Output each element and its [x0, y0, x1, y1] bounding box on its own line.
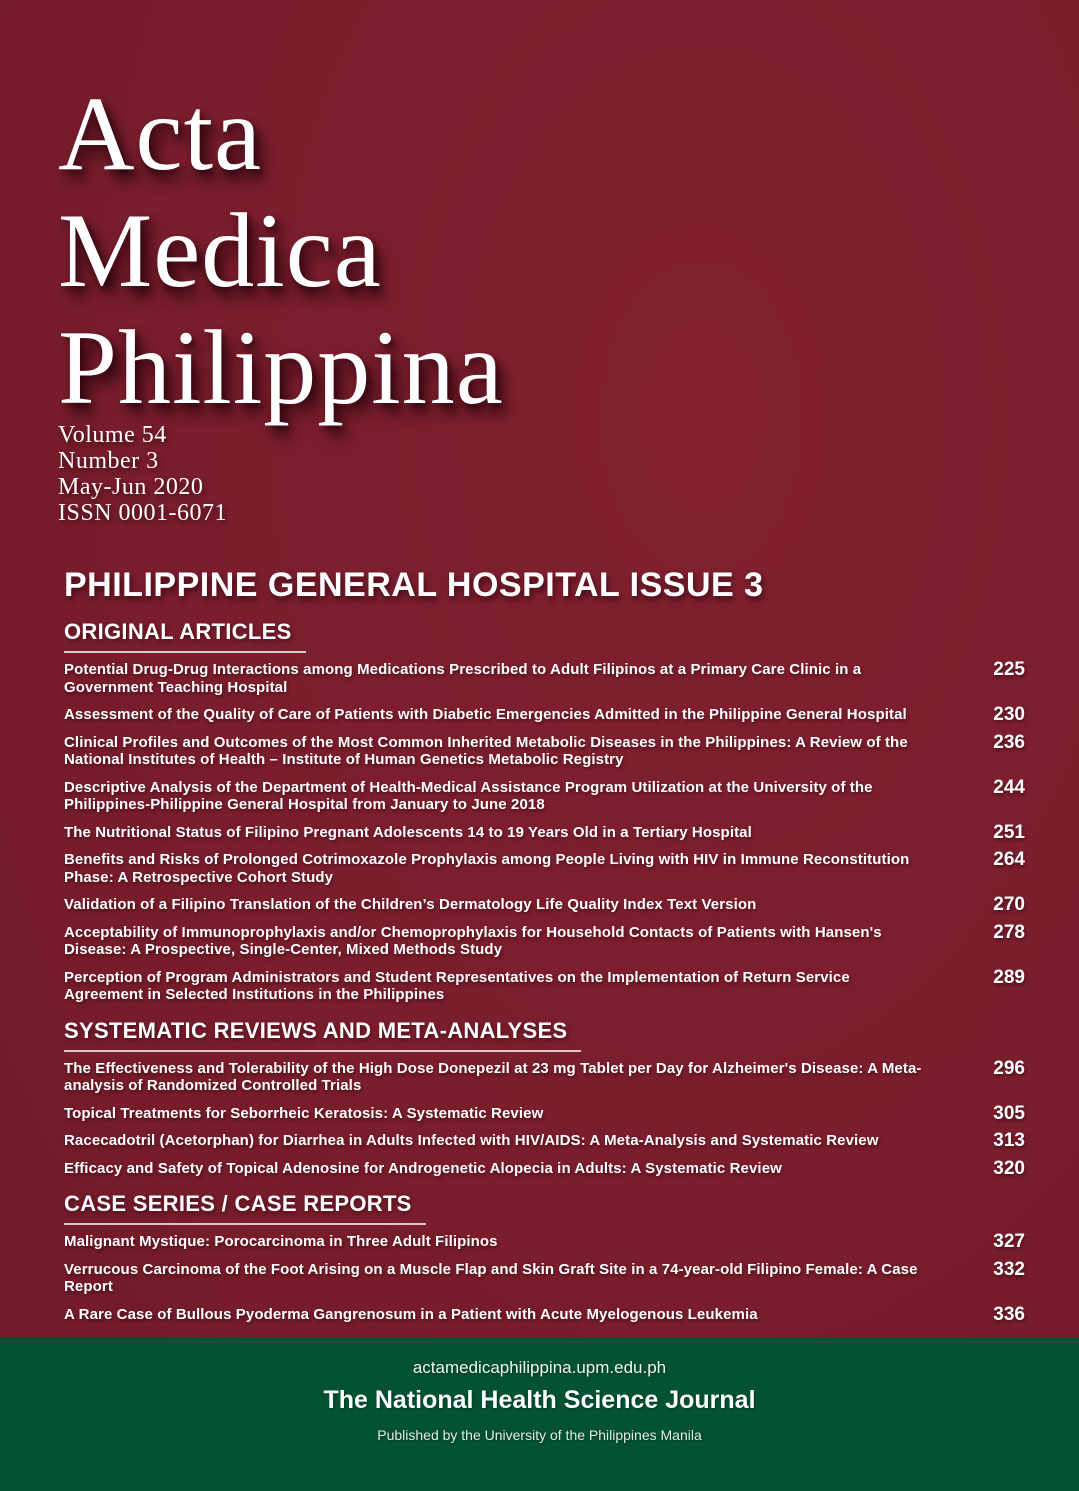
table-of-contents — [64, 619, 1025, 1323]
page-number: 313 — [993, 1130, 1025, 1151]
article-title: Validation of a Filipino Translation of the Children’s Dermatology Life Quality Index Text Version — [64, 896, 757, 913]
page-number: 336 — [993, 1303, 1025, 1325]
toc-entry — [64, 1102, 1025, 1124]
volume-info — [58, 422, 1079, 526]
page-number: 264 — [993, 849, 1025, 870]
toc-section — [64, 1191, 1025, 1323]
section-heading-text: CASE SERIES / CASE REPORTS — [64, 1191, 426, 1225]
journal-title-line-2: Medica — [58, 192, 382, 309]
section-entries — [64, 1233, 1025, 1323]
number-label: Number 3 — [58, 448, 159, 474]
article-title: The Effectiveness and Tolerability of the High Dose Donepezil at 23 mg Tablet per Day for Alzheimer's Disease: A Meta-analysis of Randomized Controlled Trials — [64, 1059, 922, 1094]
page-number: 278 — [993, 921, 1025, 943]
section-heading-text: SYSTEMATIC REVIEWS AND META-ANALYSES — [64, 1018, 581, 1052]
volume-label: Volume 54 — [58, 422, 167, 448]
toc-entry — [64, 1233, 1025, 1251]
journal-title — [58, 75, 1079, 426]
page-number: 320 — [993, 1157, 1025, 1179]
toc-entry — [64, 1258, 1025, 1296]
section-entries — [64, 661, 1025, 1004]
section-heading — [64, 1018, 1025, 1052]
page-number: 236 — [993, 731, 1025, 753]
issn-label: ISSN 0001-6071 — [58, 500, 228, 526]
toc-section — [64, 619, 1025, 1004]
toc-entry — [64, 821, 1025, 843]
article-title: Clinical Profiles and Outcomes of the Most Common Inherited Metabolic Diseases in the Philippines: A Review of the National Institutes of Health – Institute of Human Genetics Metabolic Registry — [64, 733, 908, 768]
article-title: Descriptive Analysis of the Department of Health-Medical Assistance Program Utilization at the University of the Philippines-Philippine General Hospital from January to June 2018 — [64, 778, 873, 813]
article-title: The Nutritional Status of Filipino Pregnant Adolescents 14 to 19 Years Old in a Tertiary Hospital — [64, 823, 752, 841]
article-title: Perception of Program Administrators and Student Representatives on the Implementation of Return Service Agreement in Selected Institutions in the Philippines — [64, 968, 850, 1003]
toc-entry — [64, 706, 1025, 724]
toc-entry — [64, 1057, 1025, 1095]
journal-title-line-1: Acta — [58, 75, 263, 192]
toc-entry — [64, 776, 1025, 814]
toc-entry — [64, 966, 1025, 1004]
page-number: 332 — [993, 1258, 1025, 1280]
footer — [0, 1338, 1079, 1491]
page-number: 270 — [993, 894, 1025, 915]
article-title: Malignant Mystique: Porocarcinoma in Three Adult Filipinos — [64, 1233, 498, 1250]
section-heading — [64, 1191, 1025, 1225]
issue-date: May-Jun 2020 — [58, 474, 204, 500]
publisher-line: Published by the University of the Philippines Manila — [377, 1427, 702, 1443]
journal-tagline: The National Health Science Journal — [323, 1386, 756, 1414]
toc-entry — [64, 896, 1025, 914]
journal-title-line-3: Philippina — [58, 309, 504, 426]
toc-entry — [64, 1132, 1025, 1150]
toc-entry — [64, 1157, 1025, 1179]
section-entries — [64, 1057, 1025, 1179]
article-title: Potential Drug-Drug Interactions among Medications Prescribed to Adult Filipinos at a Primary Care Clinic in a Government Teaching Hospital — [64, 661, 862, 696]
section-heading — [64, 619, 1025, 653]
issue-heading: PHILIPPINE GENERAL HOSPITAL ISSUE 3 — [64, 566, 764, 604]
article-title: Acceptability of Immunoprophylaxis and/or Chemoprophylaxis for Household Contacts of Patients with Hansen's Disease: A Prospective, Single-Center, Mixed Methods Study — [64, 923, 882, 958]
toc-entry — [64, 921, 1025, 959]
article-title: Benefits and Risks of Prolonged Cotrimoxazole Prophylaxis among People Living with HIV in Immune Reconstitution Phase: A Retrospective Cohort Study — [64, 851, 910, 886]
article-title: Racecadotril (Acetorphan) for Diarrhea in Adults Infected with HIV/AIDS: A Meta-Analysis and Systematic Review — [64, 1132, 879, 1149]
page-number: 305 — [993, 1102, 1025, 1124]
page-number: 327 — [993, 1231, 1025, 1252]
section-heading-text: ORIGINAL ARTICLES — [64, 619, 306, 653]
page-number: 230 — [993, 704, 1025, 725]
toc-entry — [64, 851, 1025, 886]
page-number: 225 — [993, 659, 1025, 680]
page-number: 296 — [993, 1057, 1025, 1079]
article-title: Verrucous Carcinoma of the Foot Arising on a Muscle Flap and Skin Graft Site in a 74-year-old Filipino Female: A Case Report — [64, 1260, 918, 1295]
toc-section — [64, 1018, 1025, 1178]
article-title: Assessment of the Quality of Care of Patients with Diabetic Emergencies Admitted in the Philippine General Hospital — [64, 706, 907, 723]
page-number: 251 — [993, 821, 1025, 843]
journal-website: actamedicaphilippina.upm.edu.ph — [412, 1358, 667, 1377]
article-title: Efficacy and Safety of Topical Adenosine for Androgenetic Alopecia in Adults: A Systematic Review — [64, 1159, 782, 1177]
toc-entry — [64, 731, 1025, 769]
article-title: Topical Treatments for Seborrheic Keratosis: A Systematic Review — [64, 1104, 544, 1122]
toc-entry — [64, 661, 1025, 696]
article-title: A Rare Case of Bullous Pyoderma Gangrenosum in a Patient with Acute Myelogenous Leukemia — [64, 1305, 758, 1323]
page-number: 244 — [993, 776, 1025, 798]
toc-entry — [64, 1303, 1025, 1325]
page-number: 289 — [993, 966, 1025, 988]
masthead — [0, 0, 1079, 526]
